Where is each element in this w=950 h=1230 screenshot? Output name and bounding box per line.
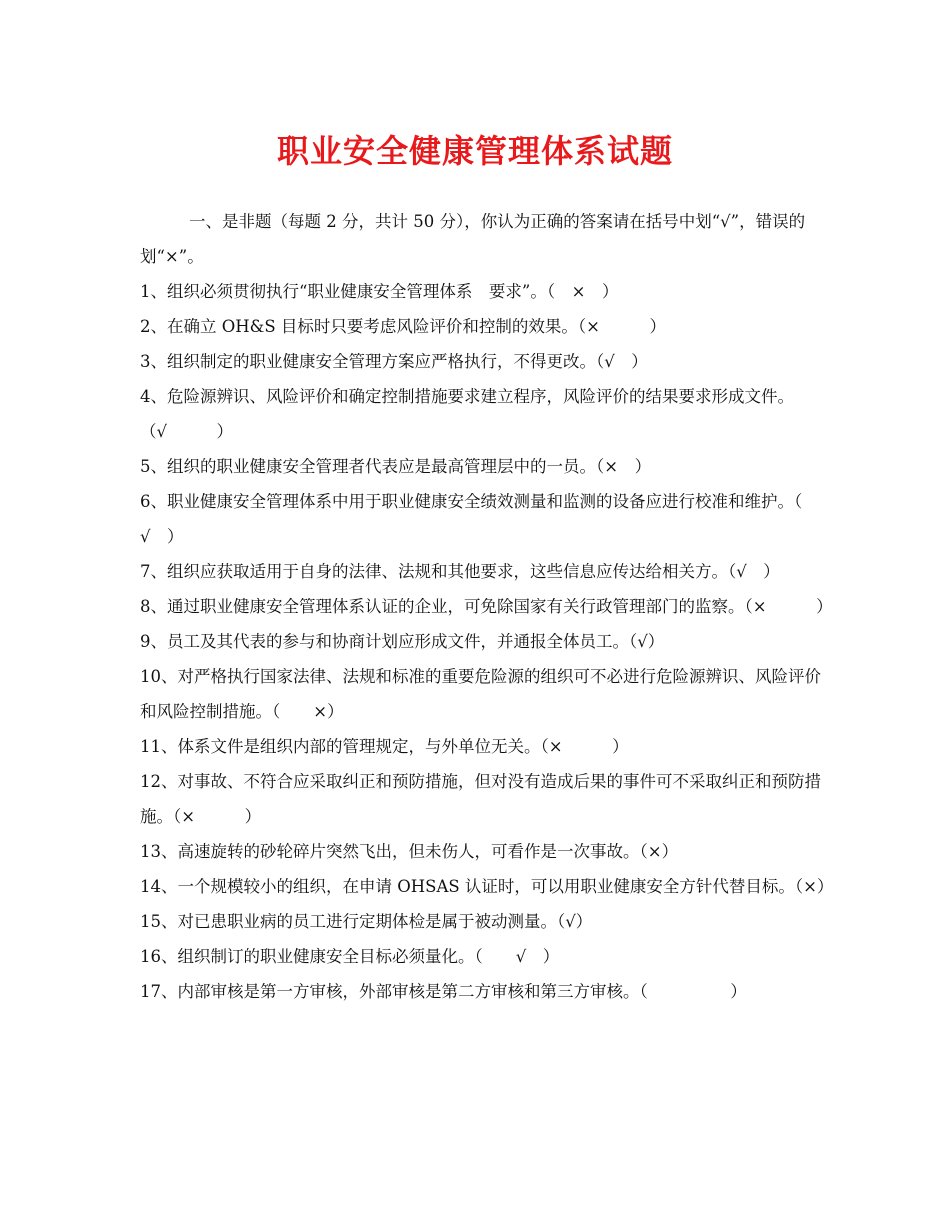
- question-5: 5、组织的职业健康安全管理者代表应是最高管理层中的一员。（× ）: [140, 457, 652, 476]
- question-1: 1、组织必须贯彻执行“职业健康安全管理体系 要求”。（ × ）: [140, 282, 619, 301]
- section-intro: 一、是非题（每题 2 分，共计 50 分），你认为正确的答案请在括号中划“√”，错误的划“×”。: [140, 212, 806, 266]
- question-15: 15、对已患职业病的员工进行定期体检是属于被动测量。（√）: [140, 912, 593, 931]
- document-title: 职业安全健康管理体系试题: [276, 132, 673, 170]
- question-12: 12、对事故、不符合应采取纠正和预防措施，但对没有造成后果的事件可不采取纠正和预防措施。（× ）: [140, 772, 821, 826]
- question-2: 2、在确立 OH&S 目标时只要考虑风险评价和控制的效果。（× ）: [140, 317, 666, 336]
- question-list: [140, 204, 852, 1009]
- question-6: 6、职业健康安全管理体系中用于职业健康安全绩效测量和监测的设备应进行校准和维护。（ √ ）: [140, 492, 852, 546]
- question-11: 11、体系文件是组织内部的管理规定，与外单位无关。（× ）: [140, 737, 629, 756]
- question-3: 3、组织制定的职业健康安全管理方案应严格执行，不得更改。（√ ）: [140, 352, 648, 371]
- question-4: 4、危险源辨识、风险评价和确定控制措施要求建立程序，风险评价的结果要求形成文件。（√ ）: [140, 387, 794, 441]
- question-16: 16、组织制订的职业健康安全目标必须量化。（ √ ）: [140, 947, 560, 966]
- question-17: 17、内部审核是第一方审核，外部审核是第二方审核和第三方审核。（ ）: [140, 982, 747, 1001]
- question-7: 7、组织应获取适用于自身的法律、法规和其他要求，这些信息应传达给相关方。（√ ）: [140, 562, 780, 581]
- question-8: 8、通过职业健康安全管理体系认证的企业，可免除国家有关行政管理部门的监察。（× ）: [140, 597, 833, 616]
- question-14: 14、一个规模较小的组织，在申请 OHSAS 认证时，可以用职业健康安全方针代替目标。（×）: [140, 877, 834, 896]
- question-10: 10、对严格执行国家法律、法规和标准的重要危险源的组织可不必进行危险源辨识、风险评价和风险控制措施。（ ×）: [140, 667, 821, 721]
- question-9: 9、员工及其代表的参与和协商计划应形成文件，并通报全体员工。（√）: [140, 632, 665, 651]
- question-13: 13、高速旋转的砂轮碎片突然飞出，但未伤人，可看作是一次事故。（×）: [140, 842, 679, 861]
